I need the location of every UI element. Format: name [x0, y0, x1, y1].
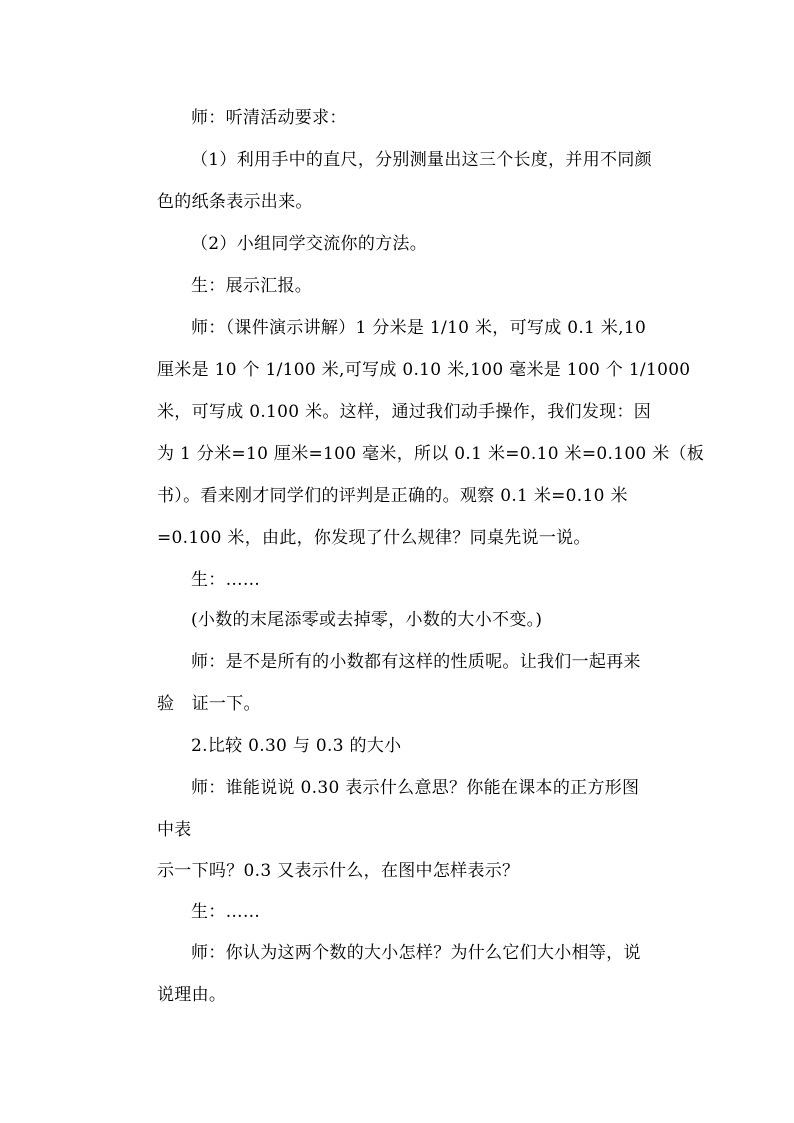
paragraph-line: 中表	[157, 820, 192, 840]
paragraph-line: 师：（课件演示讲解）1 分米是 1/10 米，可写成 0.1 米,10	[191, 318, 647, 338]
paragraph-line: 生：展示汇报。	[191, 276, 313, 296]
paragraph-line: 师：你认为这两个数的大小怎样？为什么它们大小相等，说	[191, 943, 641, 963]
paragraph-line: 验 证一下。	[157, 694, 261, 714]
paragraph-line: 生：……	[191, 902, 261, 922]
paragraph-line: =0.100 米，由此，你发现了什么规律？同桌先说一说。	[157, 528, 591, 548]
paragraph-line: 师：谁能说说 0.30 表示什么意思？你能在课本的正方形图	[191, 778, 640, 798]
paragraph-line: 色的纸条表示出来。	[157, 192, 313, 212]
paragraph-line: 米，可写成 0.100 米。这样，通过我们动手操作，我们发现：因	[157, 402, 652, 422]
paragraph-line: 师：听清活动要求：	[191, 108, 347, 128]
paragraph-line: 生：……	[191, 570, 261, 590]
paragraph-line: （2）小组同学交流你的方法。	[191, 234, 428, 254]
paragraph-line: 师：是不是所有的小数都有这样的性质呢。让我们一起再来	[191, 652, 641, 672]
paragraph-line: 为 1 分米=10 厘米=100 毫米，所以 0.1 米=0.10 米=0.100 米（板	[157, 444, 705, 464]
paragraph-line: 书）。看来刚才同学们的评判是正确的。观察 0.1 米=0.10 米	[157, 486, 628, 506]
paragraph-line: 说理由。	[157, 985, 227, 1005]
paragraph-line: (小数的末尾添零或去掉零，小数的大小不变。)	[191, 610, 543, 630]
paragraph-line: 示一下吗？0.3 又表示什么，在图中怎样表示？	[157, 861, 520, 881]
paragraph-line: 2.比较 0.30 与 0.3 的大小	[191, 736, 402, 756]
paragraph-line: 厘米是 10 个 1/100 米,可写成 0.10 米,100 毫米是 100 个 1/1000	[157, 360, 691, 380]
paragraph-line: （1）利用手中的直尺，分别测量出这三个长度，并用不同颜	[191, 150, 652, 170]
